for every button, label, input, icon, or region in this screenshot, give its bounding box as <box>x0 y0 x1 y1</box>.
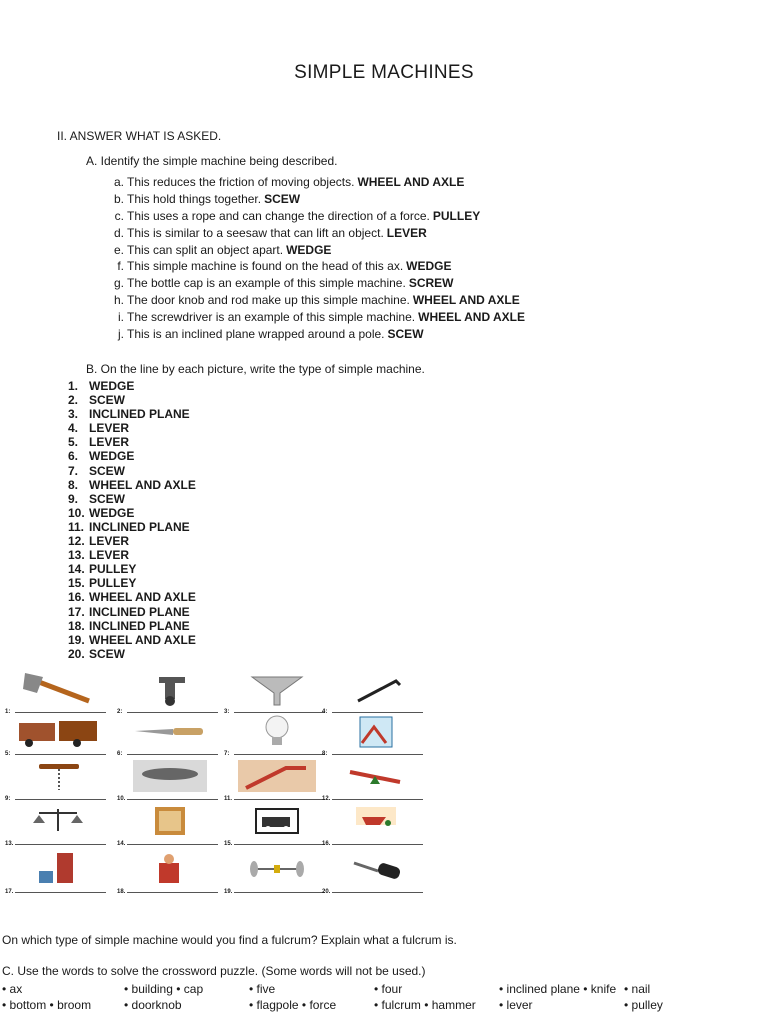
question-letter: j. <box>118 327 124 342</box>
answer-text: SCEW <box>89 463 125 478</box>
picture-item <box>117 758 218 802</box>
question-letter: e. <box>113 242 124 257</box>
question-text: The bottle cap is an example of this simple machine. <box>127 276 406 291</box>
balance-scale-icon <box>17 803 99 839</box>
word-bank-item: • inclined plane • knife <box>499 982 617 996</box>
picture-item <box>224 803 325 847</box>
wheelbarrow-icon <box>334 803 416 839</box>
picture-number: 17. <box>5 889 14 895</box>
fulcrum-question: On which type of simple machine would you find a fulcrum? Explain what a fulcrum is. <box>2 933 457 947</box>
answer-number: 17. <box>68 604 85 619</box>
answer-line[interactable] <box>332 844 423 845</box>
answer-row <box>68 421 196 435</box>
picture-item <box>5 713 106 757</box>
word-bank-item: • four <box>374 982 403 996</box>
question-row <box>112 174 525 191</box>
answer-row <box>68 379 196 393</box>
answer-text: LEVER <box>89 435 130 450</box>
tower-icon <box>129 758 211 794</box>
answer-text: SCEW <box>89 646 125 661</box>
answer-number: 8. <box>68 477 79 492</box>
picture-number: 2: <box>117 709 123 715</box>
word-bank-item: • bottom • broom <box>2 998 92 1012</box>
question-letter: i. <box>118 310 124 325</box>
picture-item <box>5 671 106 715</box>
answer-row <box>68 449 196 463</box>
picture-number: 16. <box>322 841 331 847</box>
answer-number: 11. <box>68 519 85 534</box>
question-text: This can split an object apart. <box>127 242 284 257</box>
question-text: This is similar to a seesaw that can lift an object. <box>127 225 384 240</box>
answer-text: PULLEY <box>89 576 137 591</box>
picture-number: 10. <box>117 796 126 802</box>
question-answer: PULLEY <box>432 208 481 223</box>
question-answer: WHEEL AND AXLE <box>412 293 520 308</box>
answer-number: 4. <box>68 421 79 436</box>
answer-row <box>68 562 196 576</box>
question-row <box>112 275 525 292</box>
question-answer: LEVER <box>386 225 427 240</box>
question-text: This is an inclined plane wrapped around a pole. <box>127 327 385 342</box>
answer-text: SCEW <box>89 491 125 506</box>
axle-icon <box>236 851 318 887</box>
answer-number: 3. <box>68 407 79 422</box>
answer-text: LEVER <box>89 534 130 549</box>
answer-line[interactable] <box>332 799 423 800</box>
knife-icon <box>129 713 211 749</box>
picture-number: 6: <box>117 751 123 757</box>
question-answer: WEDGE <box>406 259 452 274</box>
answer-line[interactable] <box>332 892 423 893</box>
answer-text: WEDGE <box>89 505 135 520</box>
question-letter: c. <box>114 208 124 223</box>
answer-line[interactable] <box>332 754 423 755</box>
picture-number: 14. <box>117 841 126 847</box>
part-c-heading: C. Use the words to solve the crossword puzzle. (Some words will not be used.) <box>2 964 426 978</box>
corkscrew-icon <box>17 758 99 794</box>
answer-row <box>68 548 196 562</box>
playground-icon <box>334 713 416 749</box>
picture-item <box>117 851 218 895</box>
clamp-icon <box>129 671 211 707</box>
picture-item <box>322 758 423 802</box>
picture-item <box>5 803 106 847</box>
question-row <box>112 191 525 208</box>
slide-icon <box>236 758 318 794</box>
question-row <box>112 292 525 309</box>
picture-number: 9: <box>5 796 11 802</box>
tow-truck-icon <box>236 803 318 839</box>
word-bank-item: • doorknob <box>124 998 182 1012</box>
word-bank-item: • lever <box>499 998 533 1012</box>
picture-item <box>322 803 423 847</box>
answer-line[interactable] <box>234 892 325 893</box>
ax-icon <box>17 671 99 707</box>
picture-number: 8: <box>322 751 328 757</box>
question-row <box>112 309 525 326</box>
answer-number: 18. <box>68 618 85 633</box>
answer-line[interactable] <box>234 799 325 800</box>
word-bank-item: • nail <box>624 982 651 996</box>
picture-number: 15. <box>224 841 233 847</box>
answer-number: 1. <box>68 379 79 393</box>
screwdriver-icon <box>334 851 416 887</box>
question-row <box>112 326 525 343</box>
picture-number: 20. <box>322 889 331 895</box>
part-b-answer-list <box>68 379 196 661</box>
picture-number: 4: <box>322 709 328 715</box>
picture-item <box>117 671 218 715</box>
seesaw-icon <box>334 758 416 794</box>
picture-item <box>5 851 106 895</box>
door-icon <box>17 851 99 887</box>
answer-number: 10. <box>68 505 85 520</box>
picture-number: 1: <box>5 709 11 715</box>
funnel-icon <box>236 671 318 707</box>
word-bank-item: • ax <box>2 982 23 996</box>
picture-item <box>322 713 423 757</box>
picture-number: 12. <box>322 796 331 802</box>
answer-line[interactable] <box>127 799 218 800</box>
answer-text: INCLINED PLANE <box>89 519 190 534</box>
answer-row <box>68 506 196 520</box>
answer-line[interactable] <box>127 844 218 845</box>
answer-row <box>68 393 196 407</box>
person-ramp-icon <box>129 851 211 887</box>
part-a-list <box>112 174 525 343</box>
picture-number: 7: <box>224 751 230 757</box>
question-row <box>112 208 525 225</box>
picture-number: 3: <box>224 709 230 715</box>
question-letter: d. <box>113 225 124 240</box>
answer-number: 14. <box>68 562 85 577</box>
question-letter: a. <box>113 175 124 189</box>
answer-number: 5. <box>68 435 79 450</box>
picture-item <box>117 803 218 847</box>
question-answer: WHEEL AND AXLE <box>357 175 465 189</box>
question-letter: b. <box>113 191 124 206</box>
answer-number: 13. <box>68 548 85 563</box>
answer-row <box>68 492 196 506</box>
answer-row <box>68 633 196 647</box>
picture-item <box>224 758 325 802</box>
question-answer: WHEEL AND AXLE <box>418 310 526 325</box>
answer-row <box>68 435 196 449</box>
answer-row <box>68 520 196 534</box>
answer-line[interactable] <box>234 844 325 845</box>
picture-item <box>224 851 325 895</box>
answer-text: PULLEY <box>89 562 137 577</box>
question-row <box>112 242 525 259</box>
picture-number: 18. <box>117 889 126 895</box>
answer-row <box>68 534 196 548</box>
picture-number: 5: <box>5 751 11 757</box>
crowbar-icon <box>334 671 416 707</box>
answer-line[interactable] <box>234 754 325 755</box>
answer-row <box>68 647 196 661</box>
word-bank-item: • flagpole • force <box>249 998 337 1012</box>
answer-text: INCLINED PLANE <box>89 604 190 619</box>
picture-number: 13. <box>5 841 14 847</box>
word-bank-item: • five <box>249 982 276 996</box>
question-answer: SCEW <box>264 191 301 206</box>
word-bank-item: • building • cap <box>124 982 204 996</box>
picture-item <box>5 758 106 802</box>
answer-row <box>68 605 196 619</box>
question-letter: g. <box>113 276 124 291</box>
picture-item <box>117 713 218 757</box>
answer-row <box>68 478 196 492</box>
answer-row <box>68 464 196 478</box>
question-text: This reduces the friction of moving objects. <box>127 175 355 189</box>
answer-text: LEVER <box>89 421 130 436</box>
picture-item <box>322 671 423 715</box>
light-bulb-icon <box>236 713 318 749</box>
question-text: This simple machine is found on the head of this ax. <box>127 259 404 274</box>
picture-item <box>322 851 423 895</box>
question-letter: h. <box>113 293 124 308</box>
answer-number: 20. <box>68 646 85 661</box>
answer-text: INCLINED PLANE <box>89 407 190 422</box>
section-ii-heading: II. ANSWER WHAT IS ASKED. <box>57 129 222 143</box>
answer-number: 12. <box>68 534 85 549</box>
answer-number: 7. <box>68 463 79 478</box>
page-title: SIMPLE MACHINES <box>294 62 474 83</box>
part-a-heading: A. Identify the simple machine being described. <box>86 154 338 168</box>
question-row <box>112 225 525 242</box>
question-text: This hold things together. <box>127 191 262 206</box>
answer-line[interactable] <box>15 799 106 800</box>
picture-number: 19. <box>224 889 233 895</box>
answer-text: WHEEL AND AXLE <box>89 632 196 647</box>
answer-number: 19. <box>68 632 85 647</box>
part-b-heading: B. On the line by each picture, write the type of simple machine. <box>86 362 425 376</box>
dump-trucks-icon <box>17 713 99 749</box>
answer-row <box>68 576 196 590</box>
answer-text: WEDGE <box>89 449 135 464</box>
picture-number: 11. <box>224 796 233 802</box>
answer-number: 15. <box>68 576 85 591</box>
answer-row <box>68 407 196 421</box>
answer-text: SCEW <box>89 393 125 408</box>
answer-line[interactable] <box>127 754 218 755</box>
answer-text: WHEEL AND AXLE <box>89 590 196 605</box>
question-answer: SCREW <box>408 276 454 291</box>
answer-row <box>68 590 196 604</box>
answer-number: 9. <box>68 491 79 506</box>
answer-number: 2. <box>68 393 79 408</box>
question-text: The screwdriver is an example of this simple machine. <box>127 310 416 325</box>
question-text: The door knob and rod make up this simple machine. <box>127 293 410 308</box>
answer-line[interactable] <box>15 844 106 845</box>
question-answer: SCEW <box>387 327 424 342</box>
question-text: This uses a rope and can change the direction of a force. <box>127 208 430 223</box>
answer-text: INCLINED PLANE <box>89 618 190 633</box>
question-answer: WEDGE <box>286 242 332 257</box>
window-blinds-icon <box>129 803 211 839</box>
picture-item <box>224 713 328 757</box>
answer-number: 6. <box>68 449 79 464</box>
answer-line[interactable] <box>127 892 218 893</box>
question-letter: f. <box>117 259 124 274</box>
answer-row <box>68 619 196 633</box>
word-bank-item: • fulcrum • hammer <box>374 998 476 1012</box>
answer-number: 16. <box>68 590 85 605</box>
answer-text: WHEEL AND AXLE <box>89 477 196 492</box>
answer-text: LEVER <box>89 548 130 563</box>
picture-item <box>224 671 328 715</box>
question-row <box>112 258 525 275</box>
answer-line[interactable] <box>15 892 106 893</box>
answer-line[interactable] <box>15 754 106 755</box>
answer-text: WEDGE <box>89 379 135 393</box>
word-bank-item: • pulley <box>624 998 663 1012</box>
